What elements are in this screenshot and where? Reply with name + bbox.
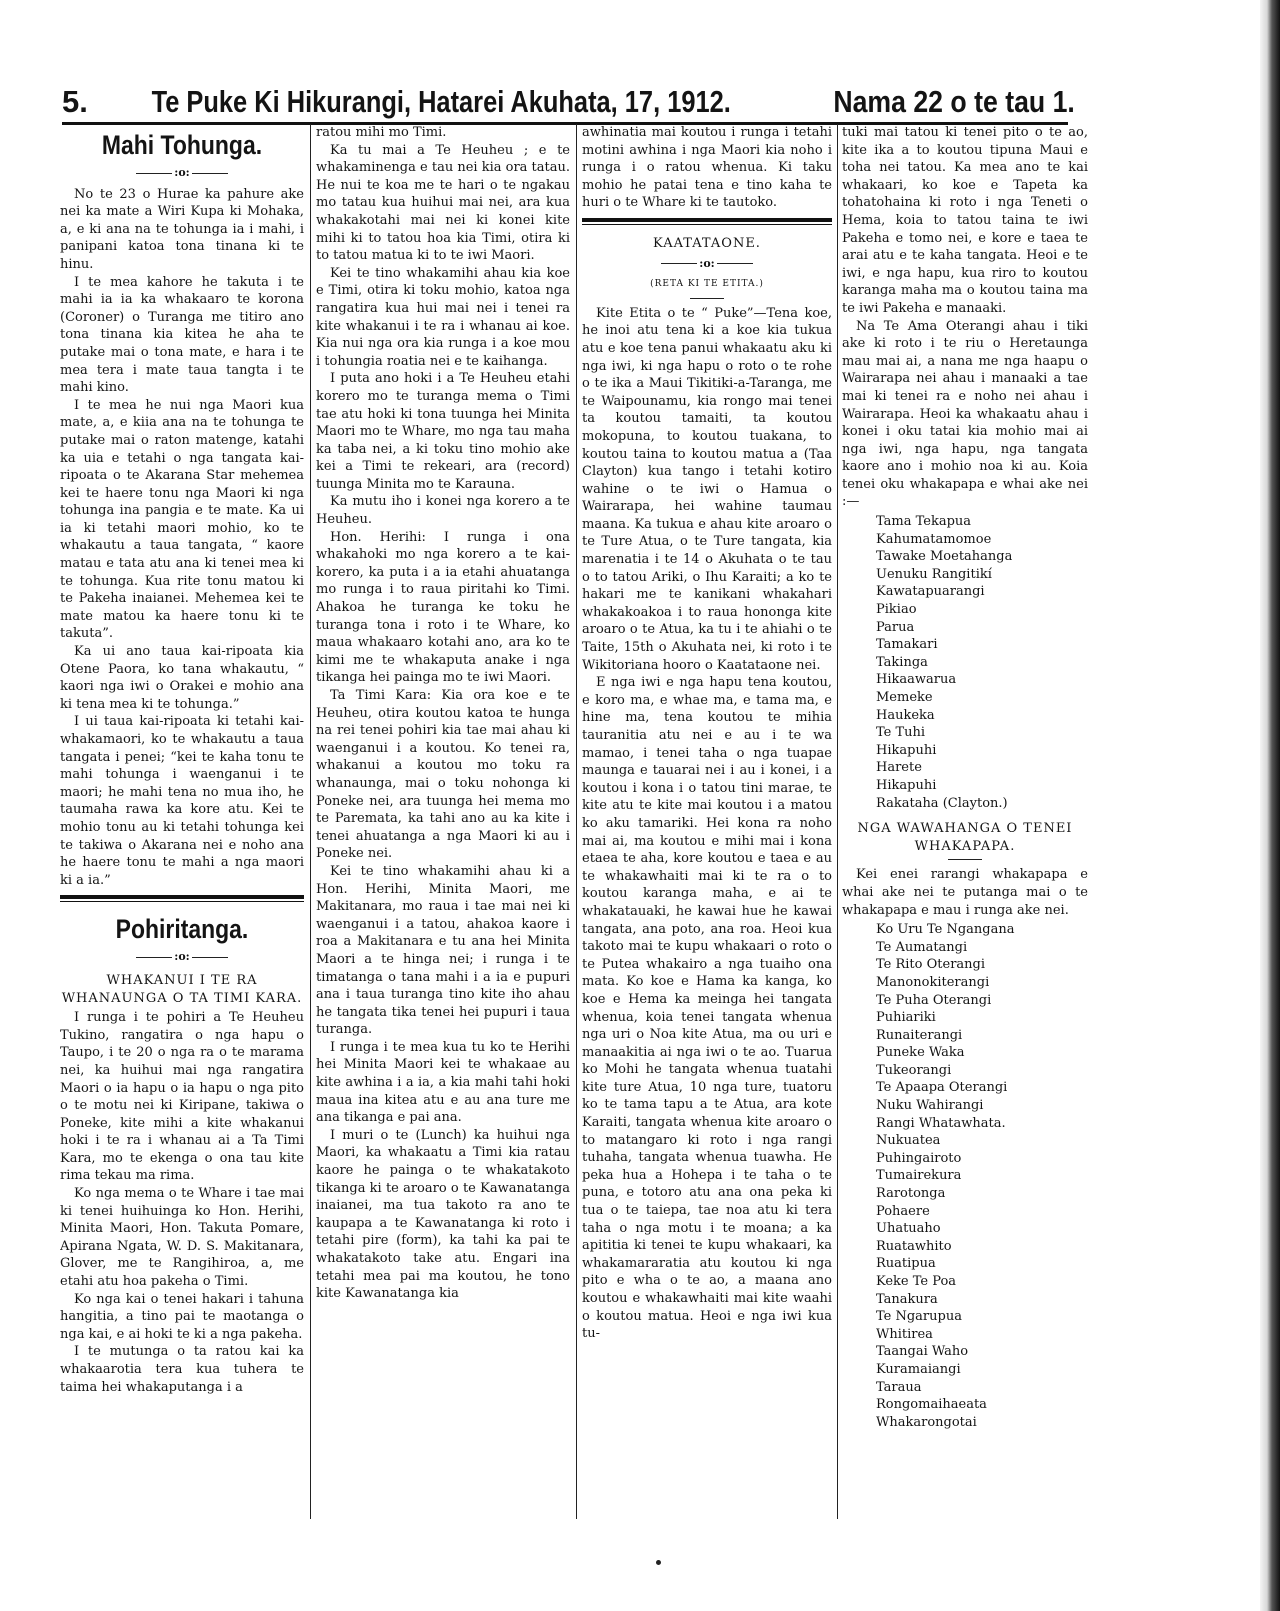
column-1 [60, 124, 304, 1519]
short-rule [690, 298, 724, 299]
genealogy-name: Rongomaihaeata [876, 1397, 987, 1413]
genealogy-name: Puhiariki [876, 1010, 936, 1026]
genealogy-name: Kawatapuarangi [876, 584, 985, 600]
column-3 [582, 124, 832, 1519]
paragraph: Hon. Herihi: I runga i ona whakahoki mo nga korero a te kai-korero, ka puta i a ia etahi ahuatanga mo runga i to raua piritahi ko Timi. Ahakoa he turanga ke toku he turanga tona i roto i te Whare, ko maua whakaaro kotahi ano, ara ko te kimi me te whakaputa anake i nga tikanga hei painga mo te iwi Maori. [316, 529, 570, 686]
genealogy-name: Te Apaapa Oterangi [876, 1080, 1008, 1096]
genealogy-name: Tamakari [876, 637, 938, 653]
genealogy-name: Rangi Whatawhata. [876, 1115, 1006, 1131]
paragraph: Kei te tino whakamihi ahau kia koe e Timi, otira ki toku mohio, katoa nga rangatira kua hui mai nei i tenei ra kite whakanui i te ra i whanau ai koe. Kia nui nga ora kia runga i a koe mou i tohungia roatia nei e te kaihanga. [316, 265, 570, 369]
genealogy-name: Haukeka [876, 707, 935, 723]
ink-dot [656, 1560, 661, 1565]
genealogy-name: Taangai Waho [876, 1344, 969, 1360]
genealogy-name: Uenuku Rangitikí [876, 566, 992, 582]
paragraph-continued: awhinatia mai koutou i runga i tetahi motini awhina i nga Maori kia noho i runga i o ratou whenua. Ki taku mohio he patai tena e tino kaha te huri o te Whare ki te tautoko. [582, 125, 832, 211]
column-divider [837, 124, 838, 1519]
column-2 [316, 124, 570, 1519]
paragraph: Kei te tino whakamihi ahau ki a Hon. Herihi, Minita Maori, me Makitanara, mo raua i tae mai nei ki waenganui i a tatou, ahakoa kaore i roa a Makitanara e tu ana hei Minita Maori a te hinga nei; i runga i te timatanga o tana mahi i a ia e pupuri ana i taua turanga tino kite iho ahau he tangata tika tenei hei pupuri i taua turanga. [316, 863, 570, 1038]
genealogy-name: Tumairekura [876, 1168, 962, 1184]
genealogy-name: Tama Tekapua [876, 514, 972, 530]
column-divider [576, 124, 577, 1519]
genealogy-name: Uhatuaho [876, 1221, 941, 1237]
paragraph: I runga i te mea kua tu ko te Herihi hei Minita Maori kei te whakaae au kite awhina i a ia, a kia mahi tahi hoki maua ina kitea atu e au ana ture me ana tikanga e pai ana. [316, 1039, 570, 1126]
genealogy-list [842, 921, 1088, 1431]
genealogy-name: Te Aumatangi [876, 939, 968, 955]
paragraph: E nga iwi e nga hapu tena koutou, e koro ma, e whae ma, e tama ma, e hine ma, tena koutou te mihia tauranitia atu nei e au i te wa mamao, i tenei taha o nga tuapae maunga e tauarai nei i au i konei, i a koutou i kona i o tatou tini marae, te kite atu te kite mai koutou i a matou ko aku tamariki. Hei kona ra noho mai ai, ma koutou e mihi mai i kona etaea te aha, kore koutou e taea e au te whakawhaiti mai ki te ra o to koutou karanga maha, e ai te whakatauaki, he kawai hue he kawai tangata, ana poto, ana roa. Heoi kua takoto mai te kupu whakaari o roto o te Putea whakairo a nga tuaiho ona mata. Ko koe e Hama ka kanga, ko koe e Hema ka meinga hei tangata whenua, koia tenei tangata whenua nga uri o Noa kite Atua, ma ou uri e manaakitia ai nga iwi o te ao. Tuarua ko Mohi he tangata whenua tuatahi kite ture Atua, 10 nga ture, tuatoru ko te tama tapu a te Atua, ara kote Karaiti, tangata whenua kite aroaro o to matangaro ki roto i nga rangi tuhaha, tangata whenua tuawha. He peka hua a Hohepa i te taha o te puna, e totoro atu ana ona peka ki tua o te taiepa, tae noa atu ki tera taha o nga motu i te moana; a ka apititia ki tenei te kupu whakaari, ka whakamararatia atu koutou ki nga pito e wha o te ao, a maana ano koutou e whakawhaiti mai kite waahi o koutou matua. Heoi e nga iwi kua tu- [582, 675, 832, 1342]
article-subheading: WHAKANUI I TE RA WHANAUNGA O TA TIMI KARA. [61, 972, 303, 1006]
genealogy-name: Tanakura [876, 1291, 938, 1307]
genealogy-name: Keke Te Poa [876, 1274, 957, 1289]
genealogy-name: Whakarongotai [876, 1414, 977, 1430]
newspaper-title: Te Puke Ki Hikurangi, Hatarei Akuhata, 17, 1912. [151, 84, 731, 119]
paragraph: I te mutunga o ta ratou kai ka whakaarotia tera kua tuhera te taima hei whakaputanga i a [60, 1344, 304, 1395]
genealogy-name: Hikapuhi [876, 742, 937, 758]
article-heading-kaatataone: KAATATAONE. [653, 235, 761, 251]
page-number: 5. [62, 84, 88, 119]
paragraph: Kei enei rarangi whakapapa e whai ake nei te putanga mai o te whakapapa e mau i runga ake nei. [842, 867, 1088, 918]
article-heading-pohiritanga: Pohiritanga. [115, 914, 249, 945]
paragraph: Ko nga mema o te Whare i tae mai ki tenei huihuinga ko Hon. Herihi, Minita Maori, Hon. Takuta Pomare, Apirana Ngata, W. D. S. Makitanara, Glover, me te Rangihiroa, a, me etahi atu hoa pakeha o Timi. [60, 1186, 304, 1290]
divider: :o: [60, 164, 304, 182]
letter-subheading: (RETA KI TE ETITA.) [650, 279, 764, 290]
masthead [62, 74, 1076, 120]
genealogy-name: Puneke Waka [876, 1045, 965, 1061]
paragraph: Ta Timi Kara: Kia ora koe e te Heuheu, otira koutou katoa te hunga na rei tenei pohiri kia tae mai ahau ki waenganui i a koutou. Ko tenei ra, whakanui a koutou mo toku ra whanaunga, mai o toku nohonga ki Poneke nei, ara tuunga hei mema mo te Paremata, ka tahi ano au ka kite i tenei ahuatanga a nga Maori ki au i Poneke nei. [316, 688, 570, 862]
genealogy-name: Nukuatea [876, 1133, 941, 1149]
issue-number: Nama 22 o te tau 1. [833, 84, 1076, 119]
short-rule [948, 859, 982, 860]
genealogy-name: Tukeorangi [876, 1062, 952, 1078]
paragraph: Kite Etita o te “ Puke”—Tena koe, he inoi atu tena ki a koe kia tukua atu e koe tena panui whakaatu aku ki nga iwi, ki nga hapu o roto o te rohe o te ika a Maui Tikitiki-a-Taranga, me te Waipounamu, kia rongo mai tenei ta koutou tamaiti, ta koutou mokopuna, to koutou tuakana, to koutou taina to koutou matua a (Taa Clayton) kua tango i tetahi kotiro wahine o te iwi o Hamua o Wairarapa, hei wahine taumau maana. Ka tukua e ahau kite aroaro o te Ture Atua, o te Ture tangata, kia marenatia i te 14 o Akuhata o te tau o to tatou Ariki, o Ihu Karaiti; a ko te hakari me te kanikani whakahari whakakoakoa i to raua hononga kite aroaro o te Atua, ka tu i te ahiahi o te Taite, 15th o Akuhata nei, ki roto i te Wikitoriana hooro o Kaatataone nei. [582, 305, 832, 673]
column-4 [842, 124, 1088, 1519]
genealogy-name: Taraua [876, 1379, 922, 1395]
genealogy-name: Te Ngarupua [876, 1309, 962, 1325]
genealogy-name: Rakataha (Clayton.) [876, 795, 1008, 811]
genealogy-name: Runaiterangi [876, 1027, 963, 1043]
genealogy-name: Pikiao [876, 602, 917, 618]
paragraph: I muri o te (Lunch) ka huihui nga Maori, ka whakaatu a Timi kia ratau kaore he painga o te whakatakoto tikanga ki te aroaro o te Kawanatanga inaianei, ma tua takoto ra ano te kaupapa a te Kawanatanga ki roto i tetahi pire (form), ka tahi ka pai te whakatakoto take atu. Engari ina tetahi mea pai ma koutou, he tono kite Kawanatanga kia [316, 1127, 570, 1302]
paragraph: I ui taua kai-ripoata ki tetahi kai-whakamaori, ko te whakautu a taua tangata i penei; “kei te kaha tonu te mahi tohunga i waenganui i te maori; he mahi tena no mua iho, he taumaha rawa ka kore atu. Kei te mohio tonu au ki tetahi tohunga kei te takiwa o Akarana nei e noho ana he haere tonu te mahi a nga maori ki a ia.” [60, 714, 304, 888]
genealogy-list [842, 513, 1088, 812]
genealogy-name: Manonokiterangi [876, 974, 990, 990]
paragraph: I te mea kahore he takuta i te mahi ia ia ka whakaaro te korona (Coroner) o Turanga me titiro ano tona tinana kia kitea he aha te putake mai o tona mate, e hara i te mea tera i mate taua tangta i te mahi kino. [60, 274, 304, 396]
divider: :o: [582, 255, 832, 273]
section-rule [582, 218, 832, 225]
paragraph-continued: tuki mai tatou ki tenei pito o te ao, kite ika a to koutou tipuna Maui e toha nei tatou. Ka mea ano te kai whakaari, ko koe e Tapeta ka tohatohaina ki roto i nga Teneti o Hema, koia to tatou taina te iwi Pakeha e tomo nei, e kore e taea te arai atu e te kaha tangata. Heoi e te iwi, e nga hapu, kua riro to koutou karanga maha ma o koutou taina ma te iwi Pakeha e manaaki. [842, 125, 1088, 316]
paragraph: I runga i te pohiri a Te Heuheu Tukino, rangatira o nga hapu o Taupo, i te 20 o nga ra o te marama nei, ka huihui mai nga rangatira Maori o ia hapu o ia hapu o nga pito o te motu nei ki Kiripane, takiwa o Poneke, kite mihi a kite whakanui hoki i te ra i whanau ai a Ta Timi Kara, mo te ekenga o ona tau kite rima tekau ma rima. [60, 1010, 304, 1184]
page-edge [1260, 0, 1280, 1611]
section-rule [60, 895, 304, 902]
paragraph: I te mea he nui nga Maori kua mate, a, e kiia ana na te tohunga te putake mai o raton matenge, katahi ka uia e tetahi o nga tangata kai-ripoata o te Akarana Star mehemea kei te haere tonu nga Maori ki nga tohunga ina pangia e te mate. Ka ui ia ki tetahi maori mohio, ko te whakautu a taua tangata, “ kaore matau e tata atu ana ki tenei mea ki te tohunga. Kua rite tonu matou ki te Pakeha inaianei. Mehemea kei te mate matou ka haere tonu ki te takuta”. [60, 397, 304, 642]
paragraph: Ka ui ano taua kai-ripoata kia Otene Paora, ko tana whakautu, “ kaori nga iwi o Orakei e mohio ana ki tena mea ki te tohunga.” [60, 644, 304, 712]
genealogy-name: Hikaawarua [876, 672, 957, 688]
paragraph: Na Te Ama Oterangi ahau i tiki ake ki roto i te riu o Heretaunga mau mai ai, a nana me nga haapu o Wairarapa nei ahau i manaaki a tae mai ki tenei ra e noho nei ahau i Wairarapa. Heoi ka whakaatu ahau i konei i oku tatai kia mohio mai ai nga iwi, nga hapu, nga tangata kaore ano i mohio noa ki au. Koia tenei oku whakapapa e whai ake nei :— [842, 318, 1088, 510]
paragraph: No te 23 o Hurae ka pahure ake nei ka mate a Wiri Kupa ki Mohaka, a, e ki ana na te tohunga ia i mahi, i panipani katoa tona tinana ki te hinu. [60, 186, 304, 272]
genealogy-name: Takinga [876, 654, 928, 670]
genealogy-name: Kuramaiangi [876, 1361, 961, 1377]
article-heading-mahi-tohunga: Mahi Tohunga. [101, 130, 263, 160]
paragraph: Ka tu mai a Te Heuheu ; e te whakaminenga e tau nei kia ora tatau. He nui te koa me te hari o te ngakau mo tatau kua huihui mai nei, ara kua whakakotahi mai nei ki konei kite mihi ki to tatou hoa kia Timi, otira ki to tatou matua ki to te iwi Maori. [316, 142, 570, 264]
genealogy-name: Nuku Wahirangi [876, 1098, 984, 1114]
genealogy-name: Te Tuhi [876, 725, 926, 741]
genealogy-name: Whitirea [876, 1326, 933, 1342]
genealogy-name: Te Rito Oterangi [876, 957, 986, 973]
genealogy-name: Puhingairoto [876, 1150, 962, 1166]
paragraph: Ka mutu iho i konei nga korero a te Heuheu. [316, 494, 570, 528]
divider: :o: [60, 948, 304, 966]
paragraph: Ko nga kai o tenei hakari i tahuna hangitia, a tino pai te maotanga o nga kai, e ai hoki te ki a nga pakeha. [60, 1291, 304, 1342]
genealogy-name: Hikapuhi [876, 777, 937, 793]
genealogy-name: Rarotonga [876, 1186, 946, 1202]
paragraph-continued: ratou mihi mo Timi. [316, 125, 447, 140]
genealogy-name: Harete [876, 760, 922, 776]
paragraph: I puta ano hoki i a Te Heuheu etahi korero mo te turanga mema o Timi tae atu hoki ki tona tuunga hei Minita Maori mo te Whare, mo nga tau maha ka taba nei, a ki toku tino mohio ake kei a Timi te rekeari, ara (record) tuunga Minita mo te Karauna. [316, 371, 570, 492]
genealogy-name: Ruatipua [876, 1256, 936, 1272]
section-heading-wawahanga: NGA WAWAHANGA O TENEI WHAKAPAPA. [857, 821, 1073, 854]
genealogy-name: Tawake Moetahanga [876, 549, 1013, 565]
column-divider [310, 124, 311, 1519]
genealogy-name: Kahumatamomoe [876, 531, 992, 547]
genealogy-name: Ruatawhito [876, 1238, 952, 1254]
genealogy-name: Pohaere [876, 1203, 930, 1219]
genealogy-name: Te Puha Oterangi [876, 992, 992, 1008]
genealogy-name: Ko Uru Te Ngangana [876, 922, 1015, 938]
genealogy-name: Memeke [876, 690, 933, 705]
genealogy-name: Parua [876, 619, 915, 635]
